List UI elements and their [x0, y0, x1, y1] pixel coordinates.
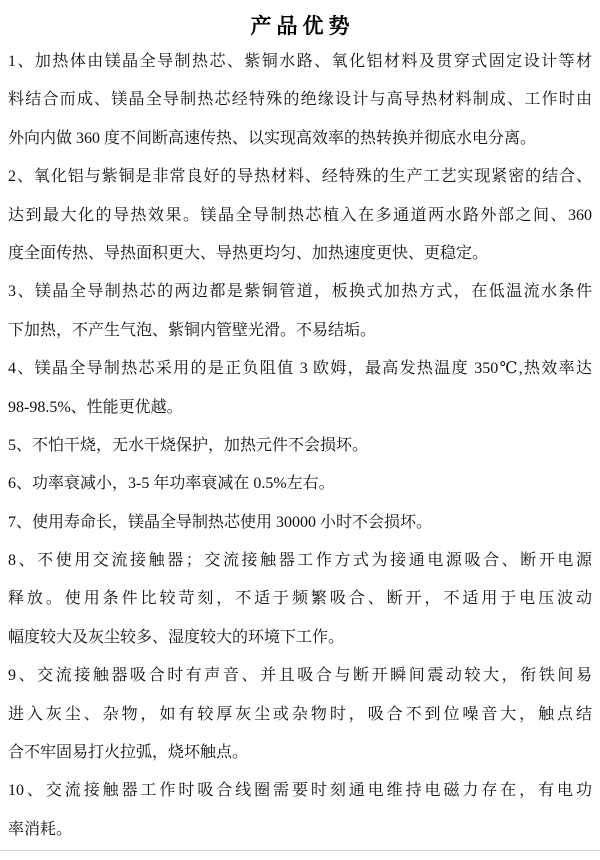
paragraph-2 — [8, 158, 592, 273]
paragraph-line: 下加热，不产生气泡、紫铜内管壁光滑。不易结垢。 — [8, 321, 377, 339]
paragraph-line: 8、不使用交流接触器；交流接触器工作方式为接通电源吸合、断开电源 — [8, 552, 592, 570]
paragraph-line: 率消耗。 — [8, 820, 73, 838]
paragraph-line: 合不牢固易打火拉弧，烧坏触点。 — [8, 744, 249, 762]
paragraph-line: 进入灰尘、杂物，如有较厚灰尘或杂物时，吸合不到位噪音大，触点结 — [8, 705, 592, 723]
paragraph-line: 7、使用寿命长，镁晶全导制热芯使用 30000 小时不会损坏。 — [8, 513, 433, 531]
document-body — [8, 43, 592, 849]
paragraph-line: 度全面传热、导热面积更大、导热更均匀、加热速度更快、更稳定。 — [8, 244, 489, 262]
paragraph-line: 5、不怕干烧，无水干烧保护，加热元件不会损坏。 — [8, 436, 369, 454]
paragraph-line: 1、加热体由镁晶全导制热芯、紫铜水路、氧化铝材料及贯穿式固定设计等材 — [8, 53, 592, 70]
paragraph-line: 外向内做 360 度不间断高速传热、以实现高效率的热转换并彻底水电分离。 — [8, 129, 537, 147]
paragraph-3 — [8, 273, 592, 350]
paragraph-8 — [8, 542, 592, 657]
paragraph-line: 10、交流接触器工作时吸合线圈需要时刻通电维持电磁力存在，有电功 — [8, 782, 592, 800]
paragraph-line: 幅度较大及灰尘较多、湿度较大的环境下工作。 — [8, 628, 345, 646]
paragraph-4 — [8, 350, 592, 427]
paragraph-1 — [8, 43, 592, 158]
paragraph-6 — [8, 465, 592, 503]
paragraph-9 — [8, 657, 592, 772]
paragraph-line: 料结合而成、镁晶全导制热芯经特殊的绝缘设计与高导热材料制成、工作时由 — [8, 91, 592, 109]
page-title: 产品优势 — [250, 14, 355, 38]
paragraph-line: 9、交流接触器吸合时有声音、并且吸合与断开瞬间震动较大，衔铁间易 — [8, 667, 592, 685]
paragraph-line: 释放。使用条件比较苛刻，不适于频繁吸合、断开，不适用于电压波动 — [8, 590, 592, 608]
paragraph-7 — [8, 504, 592, 542]
paragraph-line: 2、氧化铝与紫铜是非常良好的导热材料、经特殊的生产工艺实现紧密的结合、 — [8, 168, 592, 186]
paragraph-line: 98-98.5%、性能更优越。 — [8, 398, 183, 416]
paragraph-10 — [8, 772, 592, 849]
paragraph-line: 达到最大化的导热效果。镁晶全导制热芯植入在多通道两水路外部之间、360 — [8, 206, 592, 224]
paragraph-line: 6、功率衰减小，3-5 年功率衰减在 0.5%左右。 — [8, 475, 335, 493]
page-bottom-border — [0, 850, 600, 851]
paragraph-5 — [8, 427, 592, 465]
paragraph-line: 4、镁晶全导制热芯采用的是正负阻值 3 欧姆，最高发热温度 350℃,热效率达 — [8, 360, 592, 378]
paragraph-line: 3、镁晶全导制热芯的两边都是紫铜管道，板换式加热方式，在低温流水条件 — [8, 283, 592, 301]
